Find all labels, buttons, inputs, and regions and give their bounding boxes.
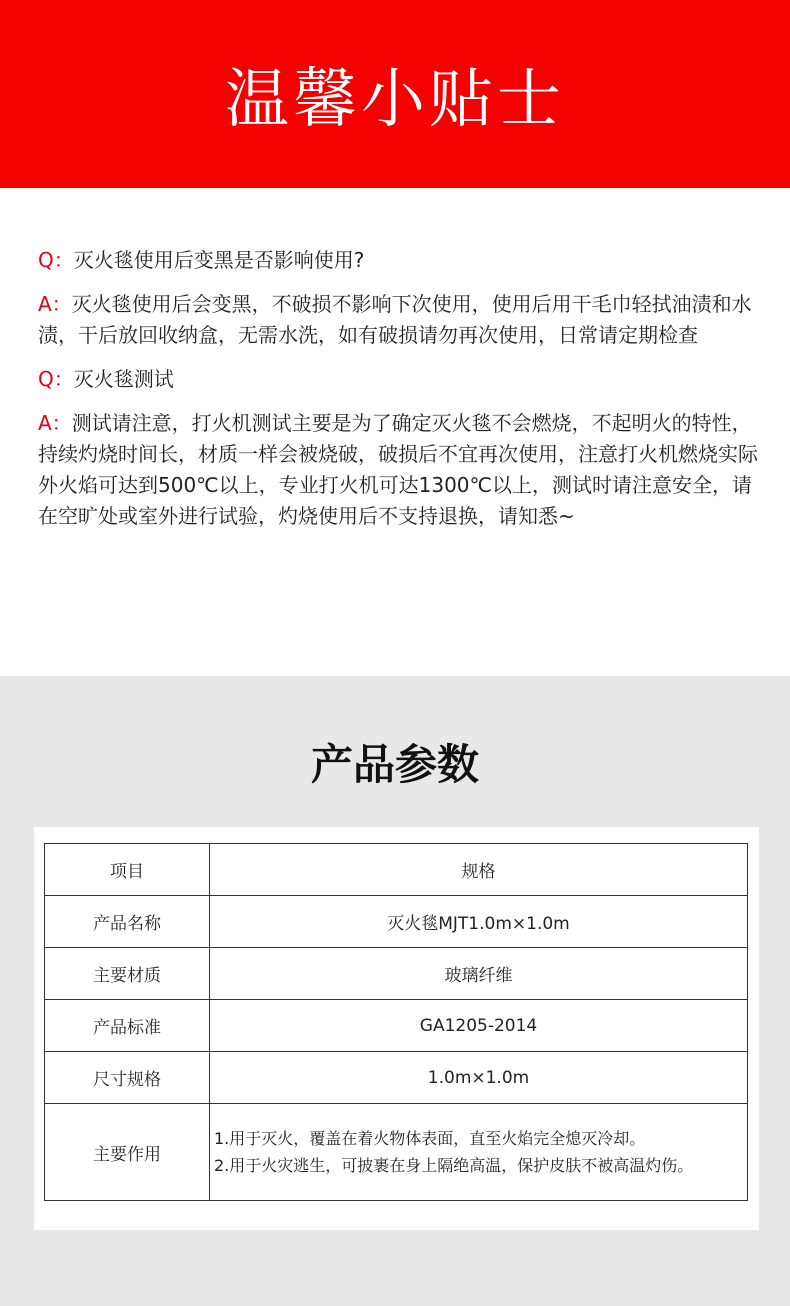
row-key: 主要材质 (45, 948, 210, 1000)
question-2 (38, 364, 758, 395)
table-row-usage (45, 1104, 748, 1201)
table-row (45, 948, 748, 1000)
banner-title: 温馨小贴士 (225, 63, 565, 137)
question-1 (38, 245, 758, 276)
a-tag: A： (38, 411, 72, 435)
banner (0, 0, 790, 188)
answer-1 (38, 289, 758, 351)
answer-2 (38, 408, 758, 532)
spec-table (44, 843, 748, 1201)
answer-text: 测试请注意，打火机测试主要是为了确定灭火毯不会燃烧，不起明火的特性，持续灼烧时间长，材质一样会被烧破，破损后不宜再次使用，注意打火机燃烧实际外火焰可达到500℃以上，专业打火机可达1300℃以上，测试时请注意安全，请在空旷处或室外进行试验，灼烧使用后不支持退换，请知悉~ (38, 411, 758, 528)
usage-value (210, 1104, 748, 1201)
answer-text: 灭火毯使用后会变黑，不破损不影响下次使用，使用后用干毛巾轻拭油渍和水渍，干后放回收纳盒，无需水洗，如有破损请勿再次使用，日常请定期检查 (38, 292, 752, 347)
params-card (34, 827, 759, 1230)
question-text: 灭火毯测试 (73, 367, 174, 391)
row-key: 尺寸规格 (45, 1052, 210, 1104)
params-section (0, 676, 790, 1306)
q-tag: Q： (38, 367, 74, 391)
question-text: 灭火毯使用后变黑是否影响使用? (73, 248, 365, 272)
table-header-row (45, 844, 748, 896)
row-value: GA1205-2014 (210, 1000, 748, 1052)
header-key: 项目 (45, 844, 210, 896)
row-key: 产品标准 (45, 1000, 210, 1052)
row-key: 主要作用 (45, 1104, 210, 1201)
a-tag: A： (38, 292, 72, 316)
row-value: 灭火毯MJT1.0m×1.0m (210, 896, 748, 948)
usage-line-1: 1.用于灭火，覆盖在着火物体表面，直至火焰完全熄灭冷却。 (214, 1129, 646, 1148)
tips-section (38, 245, 758, 545)
params-title: 产品参数 (310, 740, 479, 789)
q-tag: Q： (38, 248, 74, 272)
table-row (45, 896, 748, 948)
table-row (45, 1052, 748, 1104)
usage-line-2: 2.用于火灾逃生，可披裹在身上隔绝高温，保护皮肤不被高温灼伤。 (214, 1156, 694, 1175)
row-value: 1.0m×1.0m (210, 1052, 748, 1104)
table-row (45, 1000, 748, 1052)
row-value: 玻璃纤维 (210, 948, 748, 1000)
row-key: 产品名称 (45, 896, 210, 948)
header-value: 规格 (210, 844, 748, 896)
